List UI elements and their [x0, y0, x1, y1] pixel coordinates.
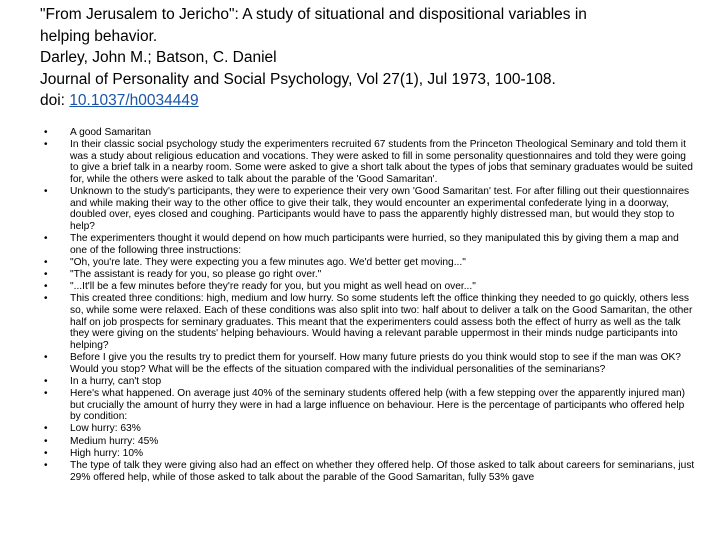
article-authors: Darley, John M.; Batson, C. Daniel [40, 49, 277, 66]
list-item: • Before I give you the results try to predict them for yourself. How many future priests do you think would stop to see if the man was OK? Would you stop? What will be the effects of the situation compared with the individual personalities of the seminarians? [44, 352, 696, 375]
journal-reference: Journal of Personality and Social Psychology, Vol 27(1), Jul 1973, 100-108. [40, 70, 556, 88]
list-item: • Low hurry: 63% [44, 423, 696, 435]
article-title-line-2: helping behavior. [40, 27, 158, 45]
list-item: • High hurry: 10% [44, 448, 696, 460]
list-item: • "Oh, you're late. They were expecting you a few minutes ago. We'd better get moving..." [44, 257, 696, 269]
doi-line [40, 90, 700, 112]
article-title-line-1: "From Jerusalem to Jericho": A study of situational and dispositional variables in [40, 6, 587, 23]
list-item: • This created three conditions: high, medium and low hurry. So some students left the office thinking they needed to go quickly, others less so, while some were relaxed. Each of these conditions was also split into two: half about to deliver a talk on the Good Samaritan, the other half on job prospects for seminary graduates. This meant that the experimenters could assess both the effect of hurry as well as the talk they were giving on the students' helping behaviours. Would having a relevant parable uppermost in their minds nudge participants into helping? [44, 293, 696, 351]
doi-link[interactable]: 10.1037/h0034449 [69, 92, 199, 109]
citation-header [40, 4, 700, 112]
list-item: • The experimenters thought it would depend on how much participants were hurried, so they manipulated this by giving them a map and one of the following three instructions: [44, 233, 696, 256]
list-item: • In their classic social psychology study the experimenters recruited 67 students from the Princeton Theological Seminary and told them it was a study about religious education and vocations. They were asked to fill in some personality questionnaires and told they were going to give a brief talk in a nearby room. Some were asked to give a short talk about the types of jobs that seminary graduates would be suited for, while the others were asked to talk about the parable of the 'Good Samaritan'. [44, 139, 696, 185]
bullet-list [44, 127, 696, 484]
list-item: • A good Samaritan [44, 127, 696, 139]
list-item: • "...It'll be a few minutes before they're ready for you, but you might as well head on over..." [44, 281, 696, 293]
list-item: • The type of talk they were giving also had an effect on whether they offered help. Of those asked to talk about careers for seminarians, just 29% offered help, while of those asked to talk about the parable of the Good Samaritan, fully 53% gave [44, 460, 696, 483]
doi-label: doi: [40, 92, 70, 109]
list-item: • Here's what happened. On average just 40% of the seminary students offered help (with a few stepping over the apparently injured man) but crucially the amount of hurry they were in had a large influence on behaviour. Here is the percentage of participants who offered help by condition: [44, 388, 696, 423]
list-item: • Medium hurry: 45% [44, 436, 696, 448]
list-item: • In a hurry, can't stop [44, 376, 696, 388]
list-item: • "The assistant is ready for you, so please go right over." [44, 269, 696, 281]
list-item: • Unknown to the study's participants, they were to experience their very own 'Good Samaritan' test. For after filling out their questionnaires and while making their way to the other office to give their talk, they would encounter an experimental confederate lying in a doorway, doubled over, eyes closed and coughing. Participants would have to pass the apparently highly distressed man, but would they stop to help? [44, 186, 696, 232]
